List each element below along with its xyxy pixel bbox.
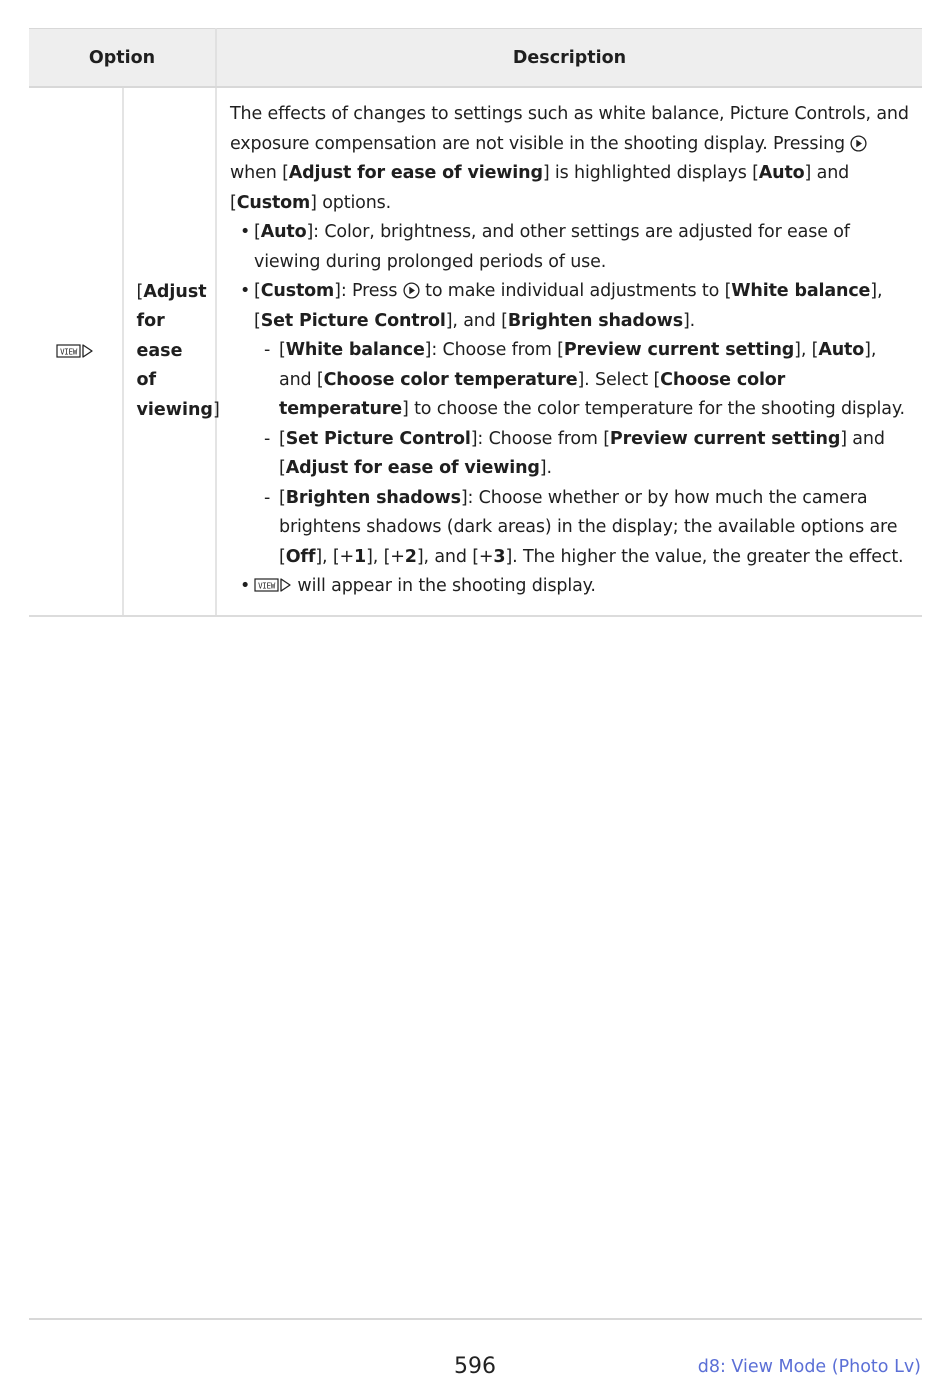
- custom-sublist: [254, 336, 910, 572]
- svg-text:VIEW: • VIEW: [258, 581, 275, 591]
- sublist-item-brighten-shadows: - [Brighten shadows]: Choose whether or by how much the camera brightens shadows (dark areas) in the display; the available options are [Off], [+1], [+2], and [+3]. The higher the value, the greater the effect.: [279, 484, 910, 573]
- header-option: Option: [29, 29, 216, 88]
- multi-selector-right-icon: [850, 135, 867, 152]
- sublist-item-picture-control: - [Set Picture Control]: Choose from [Preview current setting] and [Adjust for ease of viewing].: [279, 425, 910, 484]
- multi-selector-right-icon: [403, 282, 420, 299]
- list-item-auto: • [Auto]: Color, brightness, and other settings are adjusted for ease of viewing during prolonged periods of use.: [254, 218, 910, 277]
- option-description: [216, 87, 922, 616]
- sublist-item-white-balance: - [White balance]: Choose from [Preview current setting], [Auto], and [Choose color temperature]. Select [Choose color temperature] to choose the color temperature for the shooting display.: [279, 336, 910, 425]
- table-row: [29, 87, 922, 616]
- list-item-display-icon: • VIEW will appear in the shooting display.: [254, 572, 910, 602]
- page-number: 596: [454, 1354, 496, 1379]
- list-item-custom: • [Custom]: Press to make individual adjustments to [White balance], [Set Picture Control], and [Brighten shadows]. - [White balance]: Choose from [Preview current setting], [Auto], and [Choose color temperature]. Select [Choose color temperature] to choose the color temperature for the shooting display. - [Set Picture Control]: Choose from [Preview current setting] and [Adjust for ease of viewing]. - [Brighten shadows]: Choose whether or by how much the camera brightens shadows (dark areas) in the display; the available options are [Off], [+1], [+2], and [+3]. The higher the value, the greater the effect.: [254, 277, 910, 572]
- table-header-row: [29, 29, 922, 88]
- footer-divider: [29, 1318, 922, 1320]
- view-mode-icon: [254, 576, 292, 594]
- header-description: Description: [216, 29, 922, 88]
- section-link[interactable]: d8: View Mode (Photo Lv): [697, 1357, 921, 1377]
- svg-text:VIEW: VIEW: [60, 347, 78, 357]
- view-mode-icon: [56, 342, 94, 360]
- option-list: [230, 218, 910, 602]
- option-name: [Adjust for ease of viewing]: [123, 87, 217, 616]
- option-icon-cell: [29, 87, 123, 616]
- description-intro: The effects of changes to settings such as white balance, Picture Controls, and exposure compensation are not visible in the shooting display. Pressing when [Adjust for ease of viewing] is highlighted displays [Auto] and [Custom] options.: [230, 104, 909, 213]
- option-table: [29, 28, 922, 617]
